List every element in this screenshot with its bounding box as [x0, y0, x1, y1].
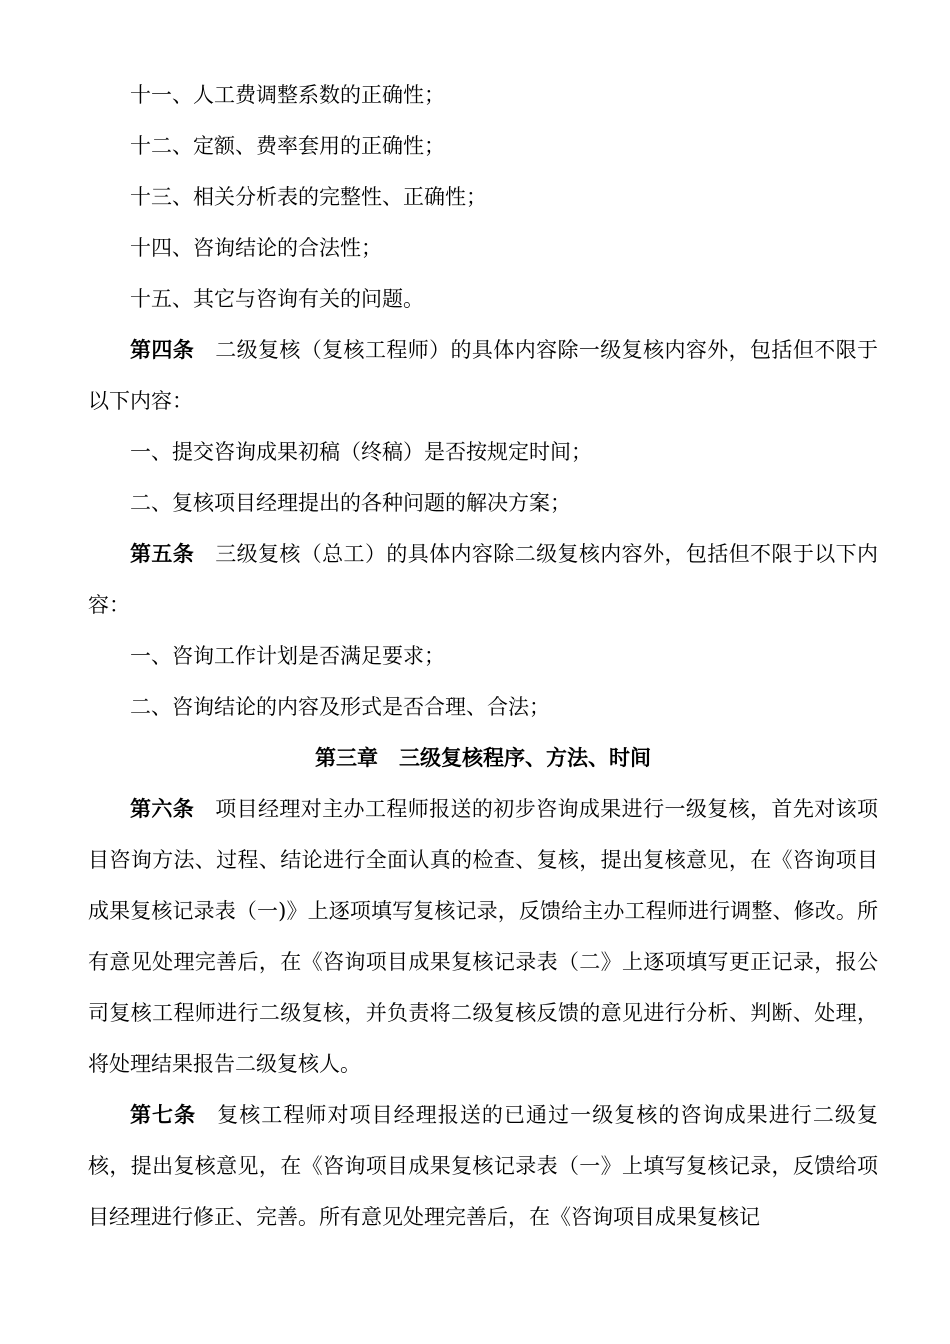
- chapter-heading: [88, 733, 878, 784]
- article-text: 复核工程师对项目经理报送的已通过一级复核的咨询成果进行二级复核，提出复核意见，在《咨询项目成果复核记录表（一》上填写复核记录，反馈给项目经理进行修正、完善。所有意见处理完善后，在《咨询项目成果复核记: [88, 1103, 878, 1229]
- list-item: 二、咨询结论的内容及形式是否合理、合法；: [130, 695, 550, 719]
- article-text: 项目经理对主办工程师报送的初步咨询成果进行一级复核，首先对该项目咨询方法、过程、结论进行全面认真的检查、复核，提出复核意见，在《咨询项目成果复核记录表（一)》上逐项填写复核记录，反馈给主办工程师进行调整、修改。所有意见处理完善后，在《咨询项目成果复核记录表（二》上逐项填写更正记录，报公司复核工程师进行二级复核，并负责将二级复核反馈的意见进行分析、判断、处理，将处理结果报告二级复核人。: [88, 797, 879, 1076]
- article-label: 第六条: [130, 797, 195, 821]
- list-item: 一、咨询工作计划是否满足要求；: [130, 644, 445, 668]
- article-text: 三级复核（总工）的具体内容除二级复核内容外，包括但不限于以下内容：: [88, 542, 879, 617]
- article-label: 第五条: [130, 542, 195, 566]
- document-page: [88, 70, 878, 1243]
- list-item: 十一、人工费调整系数的正确性；: [130, 83, 445, 107]
- article-label: 第四条: [130, 338, 195, 362]
- article-text: 二级复核（复核工程师）的具体内容除一级复核内容外，包括但不限于以下内容：: [88, 338, 879, 413]
- list-item: 二、复核项目经理提出的各种问题的解决方案；: [130, 491, 571, 515]
- article-label: 第七条: [130, 1103, 197, 1127]
- list-item: 十三、相关分析表的完整性、正确性；: [130, 185, 487, 209]
- article-6: [88, 784, 878, 1090]
- list-item: 十五、其它与咨询有关的问题。: [130, 287, 424, 311]
- list-item: 十二、定额、费率套用的正确性；: [130, 134, 445, 158]
- article-4: [88, 325, 878, 427]
- list-item: 十四、咨询结论的合法性；: [130, 236, 382, 260]
- chapter-number: 第三章: [315, 746, 378, 770]
- chapter-title: 三级复核程序、方法、时间: [399, 746, 651, 770]
- article-7: [88, 1090, 878, 1243]
- list-item: 一、提交咨询成果初稿（终稿）是否按规定时间；: [130, 440, 592, 464]
- article-5: [88, 529, 878, 631]
